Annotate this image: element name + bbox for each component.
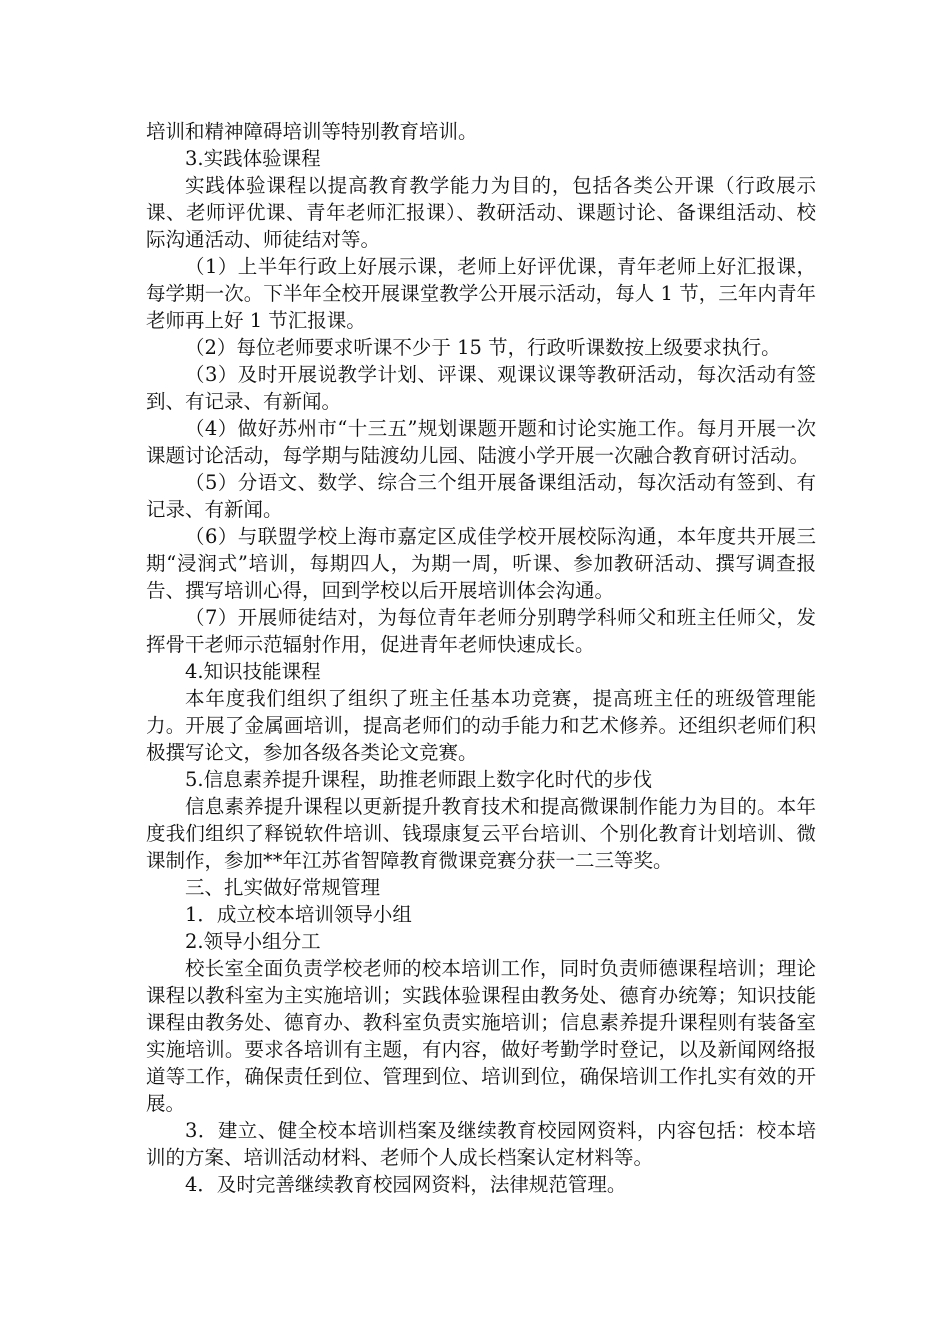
section-heading-knowledge: 4.知识技能课程 [185, 660, 321, 683]
paragraph-item-3: （3）及时开展说教学计划、评课、观课议课等教研活动，每次活动有签到、有记录、有新闻。 [146, 363, 816, 413]
paragraph-division: 校长室全面负责学校老师的校本培训工作，同时负责师德课程培训；理论课程以教科室为主实施培训；实践体验课程由教务处、德育办统筹；知识技能课程由教务处、德育办、教科室负责实施培训；信息素养提升课程则有装备室实施培训。要求各培训有主题，有内容，做好考勤学时登记，以及新闻网络报道等工作，确保责任到位、管理到位、培训到位，确保培训工作扎实有效的开展。 [146, 957, 816, 1115]
paragraph-item-6: （6）与联盟学校上海市嘉定区成佳学校开展校际沟通，本年度共开展三期“浸润式”培训，每期四人，为期一周，听课、参加教研活动、撰写调查报告、撰写培训心得，回到学校以后开展培训体会沟通。 [146, 525, 816, 602]
paragraph-leadership-group: 1．成立校本培训领导小组 [185, 903, 412, 926]
section-heading-practice: 3.实践体验课程 [185, 147, 321, 170]
document-body [146, 118, 816, 1198]
section-heading-info-literacy: 5.信息素养提升课程，助推老师跟上数字化时代的步伐 [185, 768, 653, 791]
paragraph-item-2: （2）每位老师要求听课不少于 15 节，行政听课数按上级要求执行。 [185, 336, 781, 359]
paragraph-item-5: （5）分语文、数学、综合三个组开展备课组活动，每次活动有签到、有记录、有新闻。 [146, 471, 816, 521]
paragraph-continuation: 培训和精神障碍培训等特别教育培训。 [146, 120, 478, 143]
section-heading-routine-management: 三、扎实做好常规管理 [185, 876, 381, 899]
paragraph-item-4: （4）做好苏州市“十三五”规划课题开题和讨论实施工作。每月开展一次课题讨论活动，每学期与陆渡幼儿园、陆渡小学开展一次融合教育研讨活动。 [146, 417, 816, 467]
paragraph-division-heading: 2.领导小组分工 [185, 930, 321, 953]
paragraph-info-literacy: 信息素养提升课程以更新提升教育技术和提高微课制作能力为目的。本年度我们组织了释锐软件培训、钱璟康复云平台培训、个别化教育计划培训、微课制作，参加**年江苏省智障教育微课竞赛分获一二三等奖。 [146, 795, 816, 872]
paragraph-knowledge: 本年度我们组织了组织了班主任基本功竞赛，提高班主任的班级管理能力。开展了金属画培训，提高老师们的动手能力和艺术修养。还组织老师们积极撰写论文，参加各级各类论文竞赛。 [146, 687, 816, 764]
paragraph-item-1: （1）上半年行政上好展示课，老师上好评优课，青年老师上好汇报课，每学期一次。下半年全校开展课堂教学公开展示活动，每人 1 节，三年内青年老师再上好 1 节汇报课。 [146, 255, 816, 332]
paragraph-item-7: （7）开展师徒结对，为每位青年老师分别聘学科师父和班主任师父，发挥骨干老师示范辐射作用，促进青年老师快速成长。 [146, 606, 816, 656]
paragraph-website: 4．及时完善继续教育校园网资料，法律规范管理。 [185, 1173, 627, 1196]
paragraph-practice-intro: 实践体验课程以提高教育教学能力为目的，包括各类公开课（行政展示课、老师评优课、青年老师汇报课）、教研活动、课题讨论、备课组活动、校际沟通活动、师徒结对等。 [146, 174, 816, 251]
paragraph-archives: 3．建立、健全校本培训档案及继续教育校园网资料，内容包括：校本培训的方案、培训活动材料、老师个人成长档案认定材料等。 [146, 1119, 816, 1169]
